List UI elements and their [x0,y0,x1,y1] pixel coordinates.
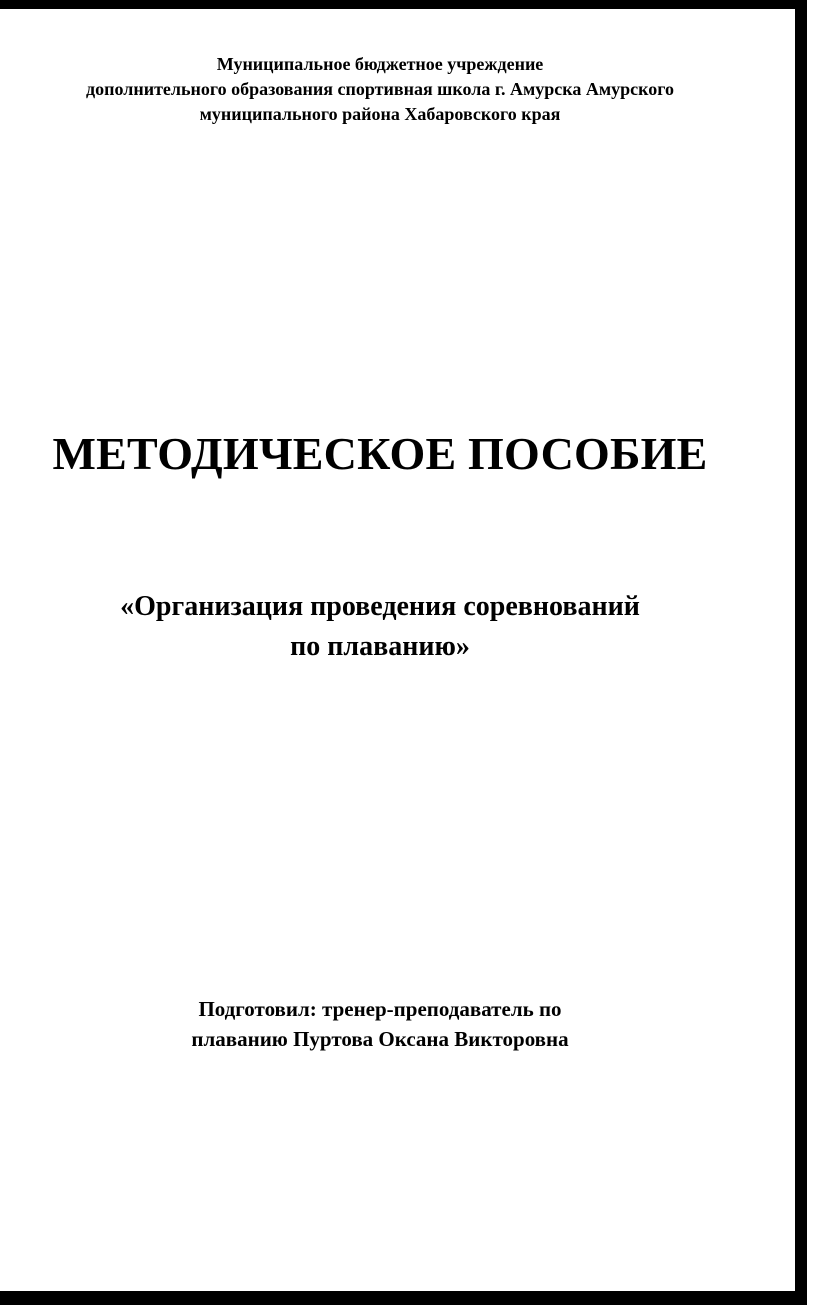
document-subtitle-line: по плаванию» [290,631,470,662]
document-title: МЕТОДИЧЕСКОЕ ПОСОБИЕ [52,428,708,479]
institution-header-line: дополнительного образования спортивная школа г. Амурска Амурского [85,79,674,99]
page-border-right [795,0,807,1305]
document-subtitle-line: «Организация проведения соревнований [120,591,640,622]
institution-header-line: Муниципальное бюджетное учреждение [216,54,544,74]
institution-header [10,52,750,127]
page-border-top [0,0,807,9]
document-subtitle [10,587,750,667]
institution-header-line: муниципального района Хабаровского края [199,104,561,124]
author-line: Подготовил: тренер-преподаватель по [198,997,562,1021]
author-block [10,994,750,1054]
author-line: плаванию Пуртова Оксана Викторовна [191,1027,569,1051]
page-border-bottom [0,1291,807,1305]
